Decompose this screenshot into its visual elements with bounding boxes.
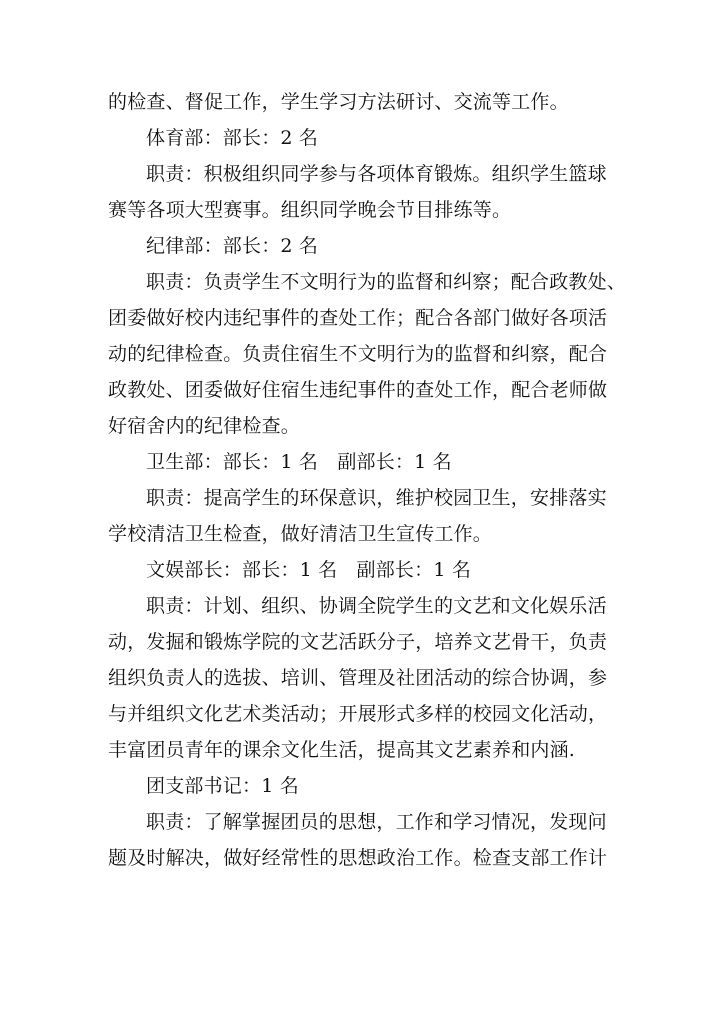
text-line: 职责：了解掌握团员的思想，工作和学习情况，发现问 bbox=[146, 811, 607, 833]
text-line: 学校清洁卫生检查，做好清洁卫生宣传工作。 bbox=[108, 523, 493, 545]
section-heading-entertainment: 文娱部长：部长：1 名 副部长：1 名 bbox=[146, 559, 472, 581]
text-line: 职责：提高学生的环保意识，维护校园卫生，安排落实 bbox=[146, 487, 607, 509]
text-line: 组织负责人的选拔、培训、管理及社团活动的综合协调，参 bbox=[108, 667, 608, 689]
section-heading-league-secretary: 团支部书记：1 名 bbox=[146, 775, 299, 797]
text-line: 职责：计划、组织、协调全院学生的文艺和文化娱乐活 bbox=[146, 595, 607, 617]
section-heading-hygiene: 卫生部：部长：1 名 副部长：1 名 bbox=[146, 451, 452, 473]
text-line: 团委做好校内违纪事件的查处工作；配合各部门做好各项活 bbox=[108, 307, 608, 329]
section-heading-sports: 体育部：部长：2 名 bbox=[146, 127, 319, 149]
text-line: 职责：积极组织同学参与各项体育锻炼。组织学生篮球 bbox=[146, 163, 607, 185]
text-line: 动，发掘和锻炼学院的文艺活跃分子，培养文艺骨干，负责 bbox=[108, 631, 608, 653]
section-heading-discipline: 纪律部：部长：2 名 bbox=[146, 235, 319, 257]
text-line: 赛等各项大型赛事。组织同学晚会节目排练等。 bbox=[108, 199, 512, 221]
text-line: 与并组织文化艺术类活动；开展形式多样的校园文化活动， bbox=[108, 703, 608, 725]
text-line: 题及时解决，做好经常性的思想政治工作。检查支部工作计 bbox=[108, 847, 608, 869]
document-body bbox=[108, 84, 627, 876]
text-line: 丰富团员青年的课余文化生活，提高其文艺素养和内涵. bbox=[108, 739, 576, 761]
text-line: 政教处、团委做好住宿生违纪事件的查处工作，配合老师做 bbox=[108, 379, 608, 401]
text-line: 的检查、督促工作，学生学习方法研讨、交流等工作。 bbox=[108, 91, 569, 113]
text-line: 动的纪律检查。负责住宿生不文明行为的监督和纠察，配合 bbox=[108, 343, 608, 365]
text-line: 好宿舍内的纪律检查。 bbox=[108, 415, 301, 437]
text-line: 职责：负责学生不文明行为的监督和纠察；配合政教处、 bbox=[146, 271, 627, 293]
